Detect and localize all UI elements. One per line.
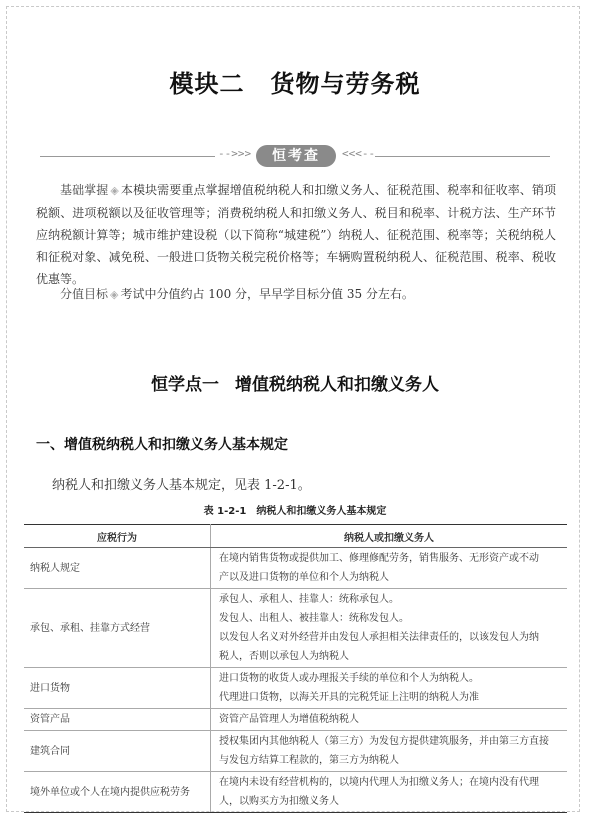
row-taxpayer-line: 在境内未设有经营机构的，以境内代理人为扣缴义务人；在境内没有代理 [219,777,539,788]
row-behavior: 进口货物 [24,668,211,709]
row-taxpayer-line: 承包人、承租人、挂靠人：统称承包人。 [219,594,399,605]
row-behavior: 纳税人规定 [24,548,211,589]
intro-text: 纳税人和扣缴义务人基本规定，见表 1-2-1。 [52,478,311,493]
study-point-name: 增值税纳税人和扣缴义务人 [235,375,439,395]
row-taxpayer-line: 人，以购买方为扣缴义务人 [219,796,339,807]
row-taxpayer-line: 在境内销售货物或提供加工、修理修配劳务，销售服务、无形资产或不动 [219,553,539,564]
row-taxpayer-line: 税人，否则以承包人为纳税人 [219,651,349,662]
table-row [24,548,567,589]
row-taxpayer-line: 授权集团内其他纳税人（第三方）为发包方提供建筑服务，并由第三方直接 [219,736,549,747]
diamond-icon: ◈ [110,288,119,301]
table-row [24,589,567,668]
table-row [24,731,567,772]
table-title: 纳税人和扣缴义务人基本规定 [256,506,387,517]
rules-table [24,524,567,813]
row-taxpayer-line: 与发包方结算工程款的，第三方为纳税人 [219,755,399,766]
row-taxpayer-line: 代理进口货物，以海关开具的完税凭证上注明的纳税人为准 [219,692,479,703]
section-title: 一、增值税纳税人和扣缴义务人基本规定 [36,437,288,453]
exam-banner [40,144,550,168]
row-taxpayer-line: 发包人、出租人、被挂靠人：统称发包人。 [219,613,409,624]
score-target-label: 分值目标 [60,287,109,301]
table-caption [0,502,590,517]
row-behavior: 资管产品 [24,709,211,731]
study-point-number: 恒学点一 [151,375,219,395]
banner-line-right [375,156,550,157]
module-name: 货物与劳务税 [270,70,421,98]
diamond-icon: ◈ [110,184,119,197]
row-behavior: 建筑合同 [24,731,211,772]
basic-mastery-paragraph [36,179,556,290]
header-behavior: 应税行为 [24,525,211,548]
row-taxpayer-line: 进口货物的收货人或办理报关手续的单位和个人为纳税人。 [219,673,479,684]
module-title [0,64,590,99]
basic-mastery-label: 基础掌握 [60,183,109,197]
row-taxpayer-cell [211,772,568,813]
table-row [24,668,567,709]
basic-mastery-text: 本模块需要重点掌握增值税纳税人和扣缴义务人、征税范围、税率和征收率、销项税额、进项税额以及征收管理等；消费税纳税人和扣缴义务人、税目和税率、计税方法、生产环节应纳税额计算等；城市维护建设税（以下简称“城建税”）纳税人、征税范围、税率等；关税纳税人和征税对象、减免税、一般进口货物关税完税价格等；车辆购置税纳税人、征税范围、税率、税收优惠等。 [36,183,556,286]
row-behavior: 承包、承租、挂靠方式经营 [24,589,211,668]
banner-arrow-right-icon: <<<-- [342,147,376,160]
table-row [24,772,567,813]
row-behavior: 境外单位或个人在境内提供应税劳务 [24,772,211,813]
module-number: 模块二 [169,70,245,98]
score-target-paragraph [36,283,556,306]
row-taxpayer-line: 资管产品管理人为增值税纳税人 [219,714,359,725]
banner-arrow-left-icon: -->>> [218,147,252,160]
table-row [24,709,567,731]
table-header-row [24,525,567,548]
score-target-text: 考试中分值约占 100 分，早早学目标分值 35 分左右。 [120,287,414,301]
study-point-title [0,370,590,395]
row-taxpayer-line: 产以及进口货物的单位和个人为纳税人 [219,572,389,583]
banner-badge: 恒考查 [256,145,336,167]
header-taxpayer: 纳税人或扣缴义务人 [211,525,568,548]
banner-line-left [40,156,215,157]
row-taxpayer-cell [211,548,568,589]
row-taxpayer-line: 以发包人名义对外经营并由发包人承担相关法律责任的，以该发包人为纳 [219,632,539,643]
row-taxpayer-cell [211,731,568,772]
row-taxpayer-cell [211,589,568,668]
row-taxpayer-cell [211,709,568,731]
table-number: 表 1-2-1 [203,506,247,517]
row-taxpayer-cell [211,668,568,709]
